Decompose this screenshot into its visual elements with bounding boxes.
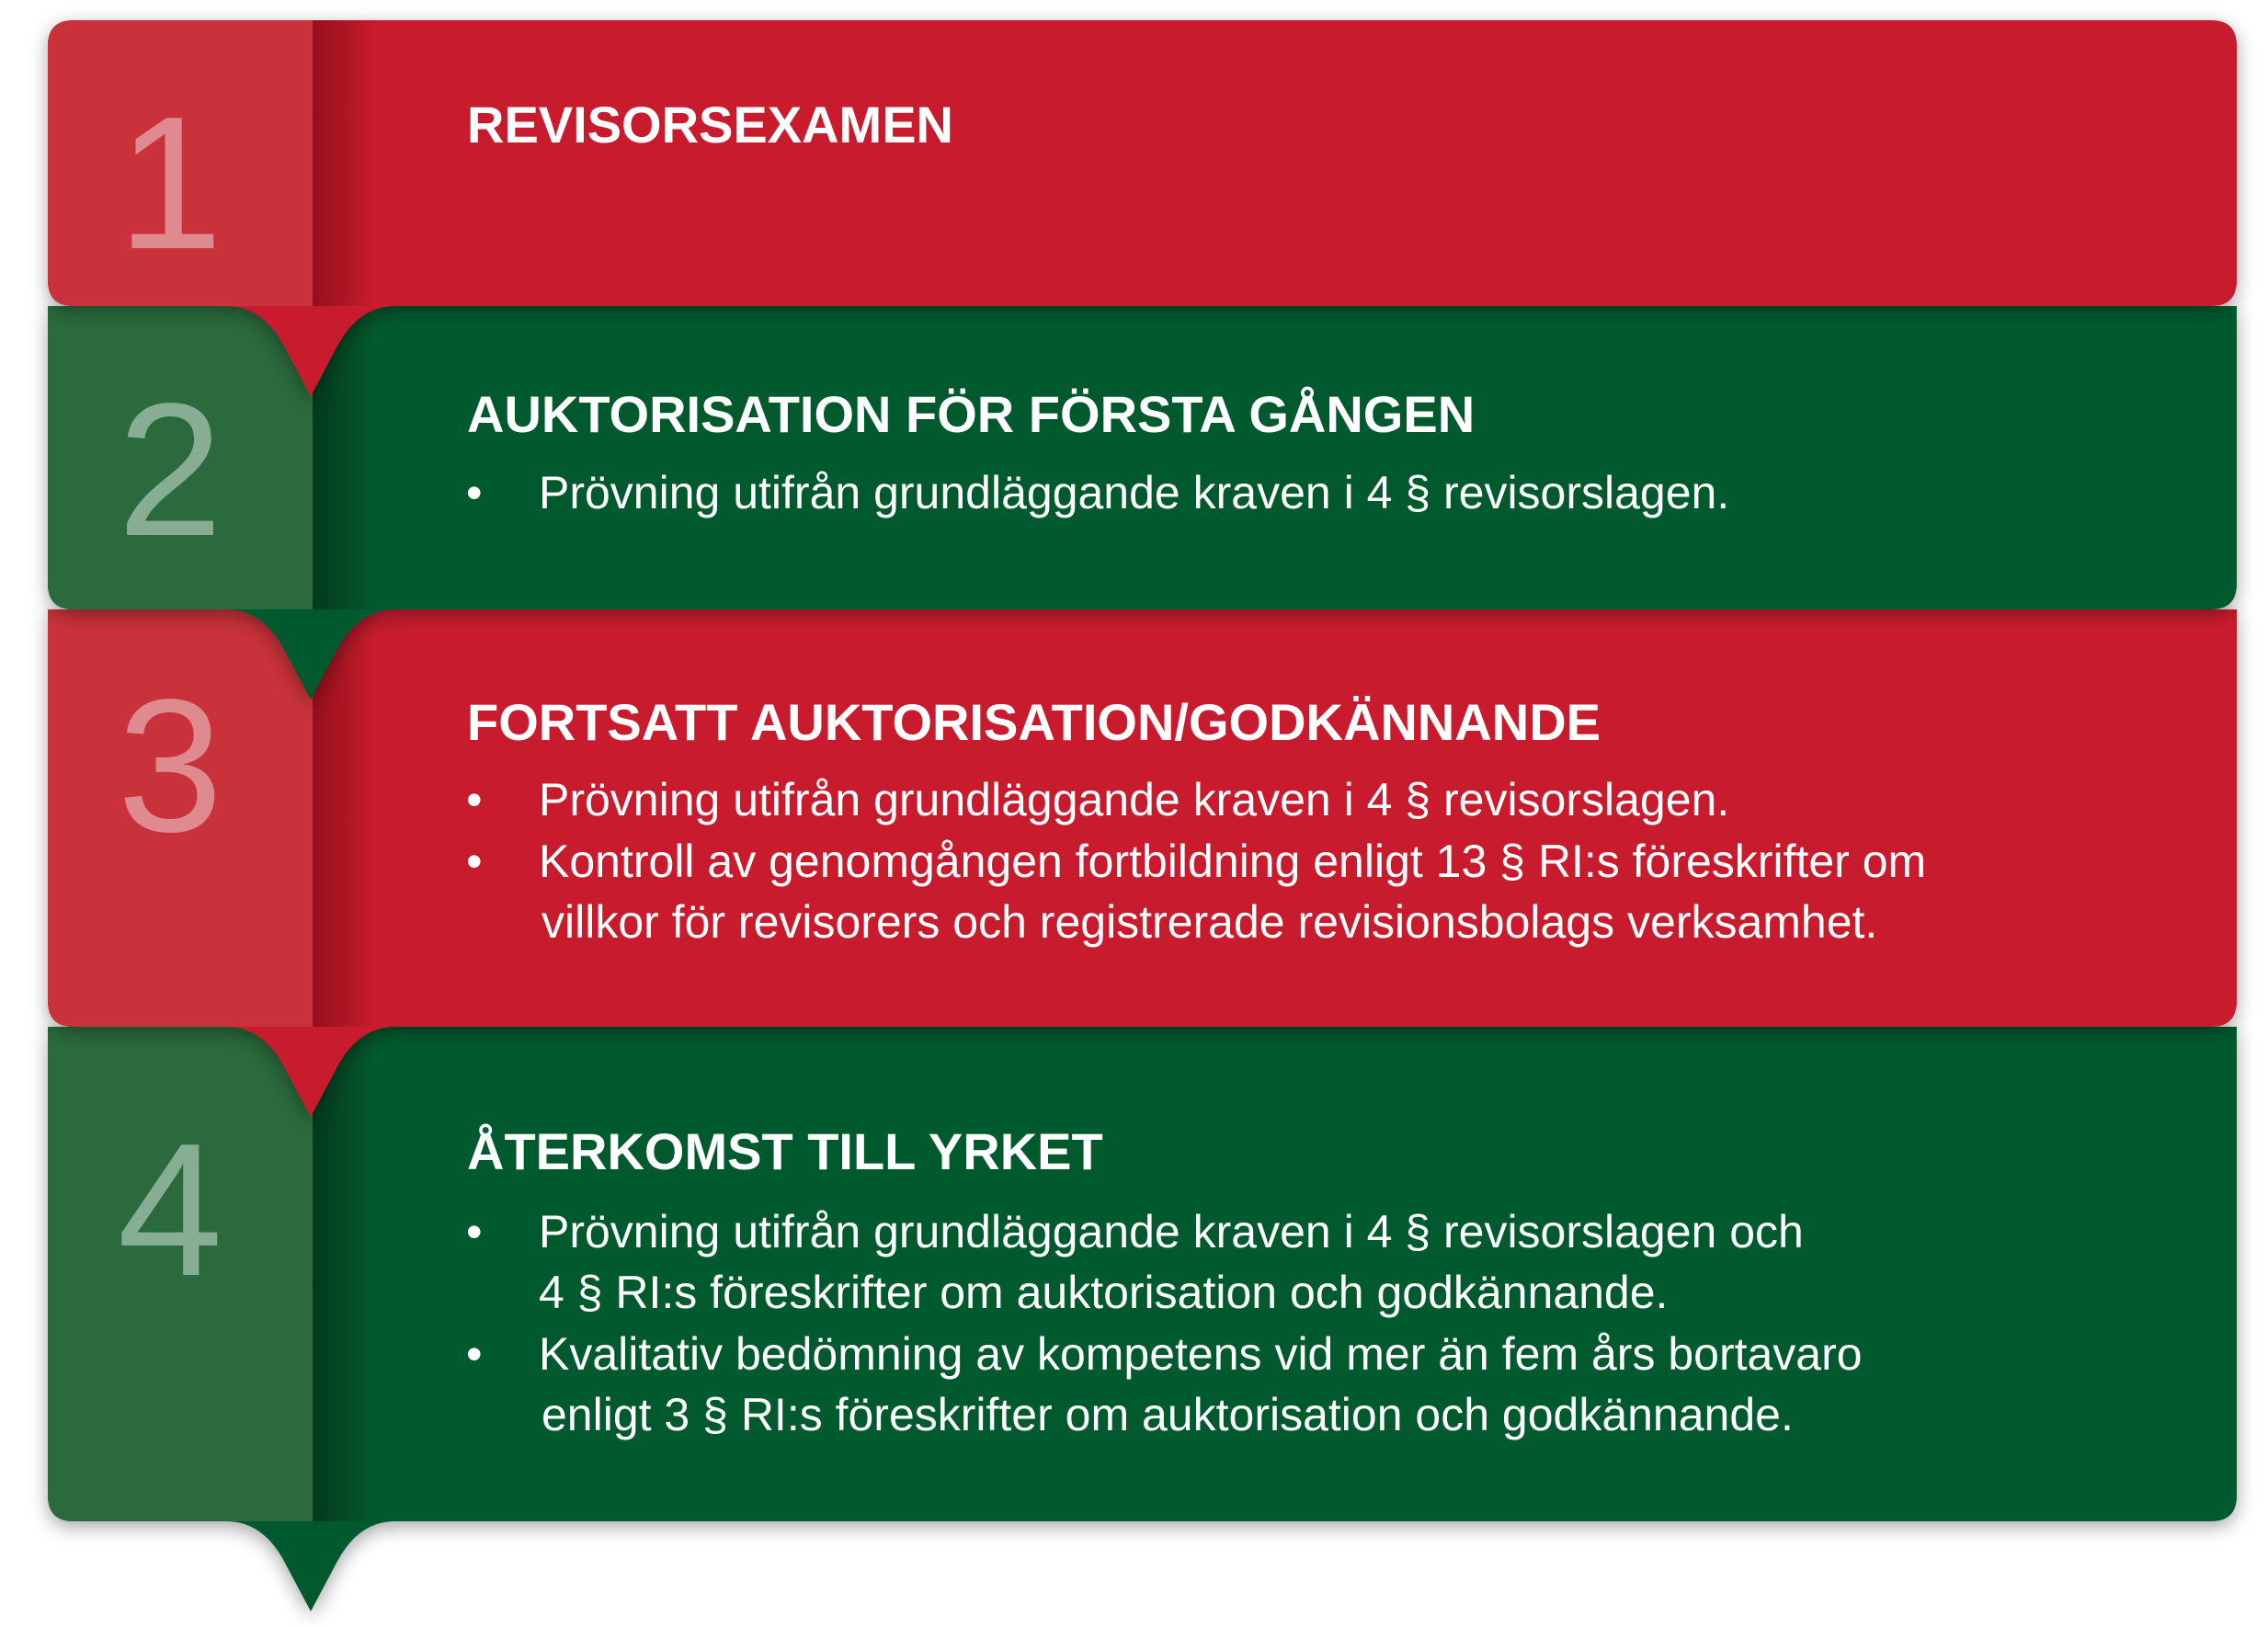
fold-strip-4 [313, 1027, 377, 1521]
step-title: REVISORSEXAMEN [467, 96, 953, 154]
step-title: AUKTORISATION FÖR FÖRSTA GÅNGEN [467, 385, 1476, 443]
bullet-marker: • [466, 467, 483, 518]
step-band-4 [48, 1027, 2237, 1611]
step-title: ÅTERKOMST TILL YRKET [467, 1122, 1103, 1180]
step-number: 1 [117, 77, 223, 289]
bullet-text: Prövning utifrån grundläggande kraven i 4 § revisorslagen. [539, 467, 1730, 518]
bullet-text: Prövning utifrån grundläggande kraven i 4 § revisorslagen. [539, 774, 1730, 825]
bullet-text: Kontroll av genomgången fortbildning enligt 13 § RI:s föreskrifter om [539, 836, 1927, 887]
bullet-marker: • [466, 1206, 483, 1257]
step-number: 3 [117, 660, 223, 871]
fold-strip-1 [313, 20, 377, 306]
bullet-text: Kvalitativ bedömning av kompetens vid mer än fem års bortavaro [539, 1328, 1863, 1380]
bullet-marker: • [466, 836, 483, 887]
bullet-text: villkor för revisorers och registrerade revisionsbolags verksamhet. [541, 896, 1878, 948]
bullet-text: enligt 3 § RI:s föreskrifter om auktorisation och godkännande. [541, 1389, 1794, 1440]
bullet-marker: • [466, 1328, 483, 1380]
step-title: FORTSATT AUKTORISATION/GODKÄNNANDE [467, 693, 1601, 751]
step-number: 4 [117, 1104, 223, 1315]
bullet-text: 4 § RI:s föreskrifter om auktorisation och godkännande. [539, 1267, 1669, 1318]
step-number: 2 [117, 364, 223, 575]
bullet-marker: • [466, 774, 483, 825]
bullet-text: Prövning utifrån grundläggande kraven i 4 § revisorslagen och [539, 1206, 1804, 1257]
